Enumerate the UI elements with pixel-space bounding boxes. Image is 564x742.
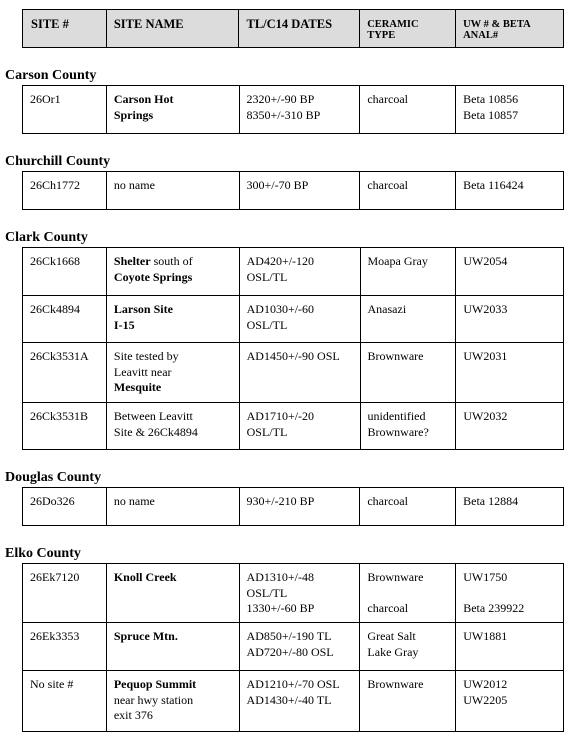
uw-beta-cell — [456, 564, 564, 623]
date-line: AD1210+/-70 OSL — [246, 677, 340, 691]
date-line: AD720+/-80 OSL — [246, 644, 334, 659]
uw-beta-cell — [456, 172, 564, 210]
date-line: 8350+/-310 BP — [246, 107, 321, 122]
uw-beta-cell — [456, 296, 564, 343]
county-heading: Churchill County — [5, 154, 111, 169]
county-table — [22, 563, 564, 732]
header-uw-beta — [456, 10, 564, 48]
dates-cell — [239, 403, 360, 450]
site-name-text: Knoll Creek — [113, 570, 177, 584]
site-name-cell — [106, 671, 239, 732]
uw-beta-cell — [456, 623, 564, 671]
site-name-rest: south of — [150, 254, 193, 268]
table-row — [23, 172, 564, 210]
uw-beta-line: Beta 12884 — [463, 494, 519, 508]
site-name-line — [114, 349, 232, 365]
date-line: AD420+/-120 — [246, 254, 315, 268]
site-number-cell: 26Ek7120 — [23, 564, 107, 623]
ceramic-line: Anasazi — [367, 302, 407, 316]
table-row — [23, 86, 564, 134]
site-name-cell — [106, 172, 239, 210]
site-number-cell: 26Or1 — [23, 86, 107, 134]
uw-beta-cell — [456, 86, 564, 134]
site-name-line — [114, 318, 232, 334]
ceramic-line: Great Salt — [367, 629, 416, 643]
uw-beta-line: Beta 10856 — [463, 92, 519, 106]
date-line: AD1450+/-90 OSL — [246, 349, 340, 363]
ceramic-line: Brownware? — [367, 424, 429, 439]
site-number-cell: 26Ck4894 — [23, 296, 107, 343]
site-name-line — [114, 693, 232, 709]
site-name-cell — [106, 403, 239, 450]
site-name-cell — [106, 296, 239, 343]
header-dates: TL/C14 DATES — [239, 10, 360, 48]
dates-cell — [239, 343, 360, 403]
ceramic-type-cell — [360, 564, 456, 623]
uw-beta-line: UW2032 — [463, 409, 508, 423]
header-site-number: SITE # — [23, 10, 107, 48]
dates-cell — [239, 172, 360, 210]
ceramic-line: charcoal — [367, 92, 408, 106]
ceramic-type-cell — [360, 172, 456, 210]
site-name-text: Springs — [113, 107, 154, 122]
date-line: AD850+/-190 TL — [246, 629, 332, 643]
date-line: OSL/TL — [246, 424, 288, 439]
site-name-text: I-15 — [113, 317, 135, 332]
site-name-line — [114, 270, 232, 286]
county-heading: Carson County — [5, 68, 97, 83]
ceramic-type-cell — [360, 403, 456, 450]
county-heading: Elko County — [5, 546, 81, 561]
uw-beta-line: UW2054 — [463, 254, 508, 268]
site-name-cell — [106, 343, 239, 403]
uw-beta-cell — [456, 403, 564, 450]
date-line: AD1430+/-40 TL — [246, 692, 332, 707]
date-line: OSL/TL — [246, 585, 288, 600]
uw-beta-cell — [456, 488, 564, 526]
site-number-cell: 26Do326 — [23, 488, 107, 526]
date-line: 300+/-70 BP — [246, 178, 309, 192]
site-name-text: Coyote Springs — [113, 269, 193, 284]
date-line: OSL/TL — [246, 317, 288, 332]
site-name-text: Leavitt near — [113, 364, 172, 379]
dates-cell — [239, 86, 360, 134]
site-name-line — [114, 494, 232, 510]
ceramic-line: charcoal — [367, 494, 408, 508]
ceramic-type-cell — [360, 671, 456, 732]
date-line: 2320+/-90 BP — [246, 92, 315, 106]
uw-beta-line: UW1750 — [463, 570, 508, 584]
header-uw-line-1: UW # & BETA — [463, 19, 531, 30]
header-table — [22, 9, 564, 48]
dates-cell — [239, 671, 360, 732]
table-row — [23, 248, 564, 296]
site-name-cell — [106, 86, 239, 134]
county-table — [22, 247, 564, 450]
county-table — [22, 85, 564, 134]
site-name-line — [114, 409, 232, 425]
ceramic-line: charcoal — [367, 178, 408, 192]
table-row — [23, 564, 564, 623]
site-name-text: Shelter — [113, 254, 151, 268]
site-number-cell: No site # — [23, 671, 107, 732]
county-heading: Douglas County — [5, 470, 102, 485]
site-name-text: exit 376 — [113, 708, 153, 722]
header-site-name: SITE NAME — [106, 10, 239, 48]
site-name-cell — [106, 488, 239, 526]
dates-cell — [239, 564, 360, 623]
ceramic-line: Lake Gray — [367, 644, 419, 659]
site-name-line — [114, 365, 232, 381]
dates-cell — [239, 623, 360, 671]
ceramic-line — [367, 586, 448, 601]
site-name-cell — [106, 623, 239, 671]
ceramic-type-cell — [360, 296, 456, 343]
site-name-line — [114, 708, 232, 724]
ceramic-type-cell — [360, 343, 456, 403]
site-name-line — [114, 92, 232, 108]
site-number-cell: 26Ch1772 — [23, 172, 107, 210]
ceramic-type-cell — [360, 488, 456, 526]
site-name-text: Site & 26Ck4894 — [113, 424, 198, 439]
uw-beta-cell — [456, 671, 564, 732]
site-number-cell: 26Ck3531A — [23, 343, 107, 403]
site-name-text: Between Leavitt — [113, 409, 193, 423]
uw-beta-cell — [456, 248, 564, 296]
dates-cell — [239, 248, 360, 296]
header-ceramic-type: CERAMIC TYPE — [360, 10, 456, 48]
date-line: AD1310+/-48 — [246, 570, 314, 584]
date-line: 930+/-210 BP — [246, 494, 315, 508]
site-name-cell — [106, 564, 239, 623]
site-name-text: near hwy station — [113, 692, 194, 707]
ceramic-type-cell — [360, 248, 456, 296]
ceramic-line: unidentified — [367, 409, 426, 423]
table-row — [23, 623, 564, 671]
site-name-line — [114, 677, 232, 693]
ceramic-type-cell — [360, 86, 456, 134]
date-line: AD1030+/-60 — [246, 302, 315, 316]
uw-beta-line: UW2031 — [463, 349, 508, 363]
ceramic-line: Brownware — [367, 349, 424, 363]
site-name-line — [114, 425, 232, 441]
date-line: OSL/TL — [246, 269, 288, 284]
table-row — [23, 488, 564, 526]
site-name-line — [114, 380, 232, 396]
site-name-text: no name — [113, 494, 155, 508]
site-name-text: Carson Hot — [113, 92, 174, 106]
ceramic-line: Brownware — [367, 570, 424, 584]
uw-beta-line — [463, 586, 556, 601]
county-heading: Clark County — [5, 230, 88, 245]
site-name-line — [114, 178, 232, 194]
table-row — [23, 671, 564, 732]
dates-cell — [239, 296, 360, 343]
site-name-text: Spruce Mtn. — [113, 629, 178, 643]
site-name-text: Pequop Summit — [113, 677, 197, 691]
uw-beta-line: UW1881 — [463, 629, 508, 643]
ceramic-line: Brownware — [367, 677, 424, 691]
uw-beta-line: Beta 239922 — [463, 600, 525, 615]
dates-cell — [239, 488, 360, 526]
ceramic-line: charcoal — [367, 600, 409, 615]
table-row — [23, 296, 564, 343]
site-name-text: Larson Site — [113, 302, 173, 316]
site-name-text: Site tested by — [113, 349, 179, 363]
uw-beta-cell — [456, 343, 564, 403]
ceramic-line: Moapa Gray — [367, 254, 428, 268]
date-line: AD1710+/-20 — [246, 409, 315, 423]
site-number-cell: 26Ek3353 — [23, 623, 107, 671]
county-table — [22, 487, 564, 526]
site-name-line — [114, 254, 232, 270]
header-uw-line-2: ANAL# — [463, 30, 499, 41]
uw-beta-line: Beta 10857 — [463, 107, 519, 122]
uw-beta-line: UW2012 — [463, 677, 508, 691]
site-name-text: Mesquite — [113, 380, 162, 394]
site-number-cell: 26Ck3531B — [23, 403, 107, 450]
county-table — [22, 171, 564, 210]
ceramic-type-cell — [360, 623, 456, 671]
table-row — [23, 343, 564, 403]
uw-beta-line: Beta 116424 — [463, 178, 524, 192]
uw-beta-line: UW2033 — [463, 302, 508, 316]
site-name-line — [114, 629, 232, 645]
site-number-cell: 26Ck1668 — [23, 248, 107, 296]
site-name-line — [114, 108, 232, 124]
uw-beta-line: UW2205 — [463, 692, 508, 707]
site-name-cell — [106, 248, 239, 296]
site-name-line — [114, 570, 232, 586]
site-name-text: no name — [113, 178, 155, 192]
date-line: 1330+/-60 BP — [246, 601, 315, 615]
site-name-line — [114, 302, 232, 318]
table-row — [23, 403, 564, 450]
